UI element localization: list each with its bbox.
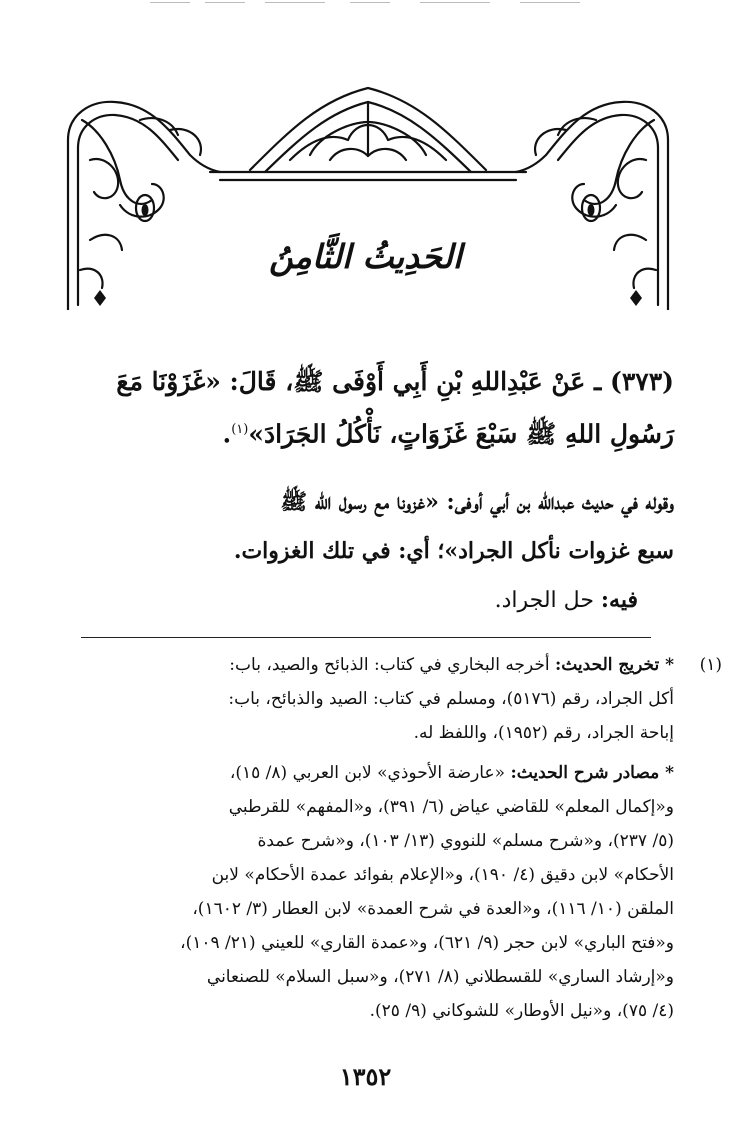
footnote-reference[interactable]: (١)	[231, 422, 249, 437]
lesson-text: حل الجراد.	[494, 588, 594, 613]
footnote-line-text: أخرجه البخاري في كتاب: الذبائح والصيد، باب:	[229, 655, 550, 675]
footnote-line: و«إكمال المعلم» للقاضي عياض (٦/ ٣٩١)، و«المفهم» للقرطبي	[228, 797, 674, 817]
footnote-line: الأحكام» لابن دقيق (٤/ ١٩٠)، و«الإعلام بفوائد عمدة الأحكام» لابن	[211, 865, 674, 885]
hadith-line-text: رَسُولِ اللهِ ﷺ سَبْعَ غَزَوَاتٍ، نَأْكُلُ الجَرَادَ»	[248, 419, 674, 449]
footnote-line-text: «عارضة الأحوذي» لابن العربي (٨/ ١٥)،	[229, 763, 506, 783]
footnote-sources	[66, 756, 674, 1028]
footnotes	[66, 648, 722, 1034]
top-edge-rule	[150, 0, 600, 4]
commentary-line-text: سبع غزوات نأكل الجراد»؛ أي: في تلك الغزوات.	[233, 538, 674, 564]
footnote-line: إباحة الجراد، رقم (١٩٥٢)، واللفظ له.	[413, 723, 674, 743]
commentary-line	[64, 527, 674, 576]
chapter-title: الحَدِيثُ الثَّامِنُ	[269, 237, 462, 276]
footnote-line	[66, 648, 674, 682]
takhrij-label: * تخريج الحديث:	[554, 655, 674, 675]
page-number: ١٣٥٢	[339, 1062, 392, 1091]
commentary-line	[64, 478, 674, 527]
sources-label: * مصادر شرح الحديث:	[510, 763, 674, 783]
footnote-line: الملقن (١٠/ ١١٦)، و«العدة في شرح العمدة» لابن العطار (٣/ ١٦٠٢)،	[192, 899, 674, 919]
commentary-text	[64, 478, 674, 625]
hadith-line: رَسُولِ اللهِ ﷺ سَبْعَ غَزَوَاتٍ، نَأْكُلُ الجَرَادَ»$^{(١)}$.	[222, 419, 674, 449]
footnote-line: (٤/ ٧٥)، و«نيل الأوطار» للشوكاني (٩/ ٢٥).	[369, 1001, 674, 1021]
footnote-separator	[81, 637, 651, 638]
footnote-marker: (١)	[699, 655, 722, 675]
footnote-line: و«إرشاد الساري» للقسطلاني (٨/ ٢٧١)، و«سبل السلام» للصنعاني	[206, 967, 674, 987]
footnote-line: (٥/ ٢٣٧)، و«شرح مسلم» للنووي (١٣/ ١٠٣)، و«شرح عمدة	[257, 831, 674, 851]
footnote-line	[66, 756, 674, 790]
lesson-label: فيه:	[600, 587, 638, 613]
hadith-line: (٣٧٣) ـ عَنْ عَبْدِاللهِ بْنِ أَبِي أَوْفَى ﷺ، قَالَ: «غَزَوْنَا مَعَ	[116, 367, 674, 396]
footnote-takhrij	[66, 648, 722, 750]
hadith-text	[64, 358, 674, 458]
footnote-line: و«فتح الباري» لابن حجر (٩/ ٦٢١)، و«عمدة القاري» للعيني (٢١/ ١٠٩)،	[180, 933, 674, 953]
commentary-line-text: وقوله في حديث عبدالله بن أبي أوفى: «غزونا مع رسول الله ﷺ	[280, 489, 674, 515]
footnote-line: أكل الجراد، رقم (٥١٧٦)، ومسلم في كتاب: الصيد والذبائح، باب:	[228, 689, 674, 709]
lesson-line	[64, 576, 674, 625]
